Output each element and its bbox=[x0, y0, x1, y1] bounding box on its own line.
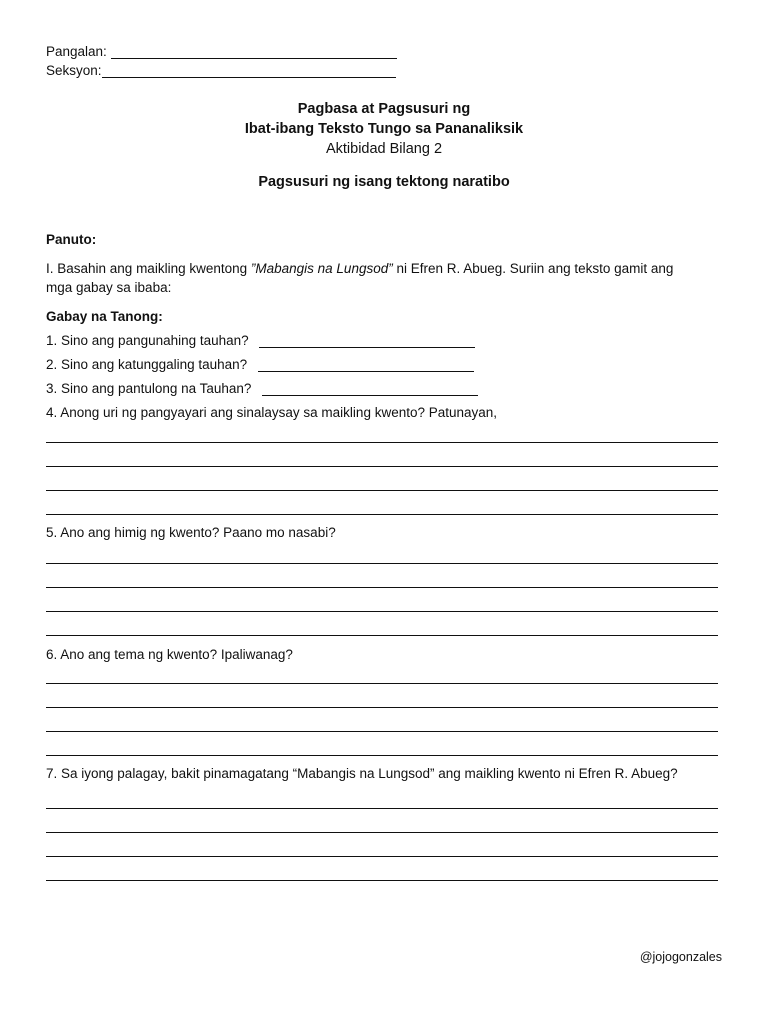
answer-line-7b[interactable] bbox=[46, 832, 718, 833]
instructions-label: Panuto: bbox=[46, 232, 97, 247]
guide-label: Gabay na Tanong: bbox=[46, 309, 163, 324]
author-handle: @jojogonzales bbox=[639, 950, 722, 964]
story-title: ”Mabangis na Lungsod” bbox=[250, 261, 393, 276]
title-line-1: Pagbasa at Pagsusuri ng bbox=[297, 101, 471, 117]
answer-line-3[interactable] bbox=[262, 395, 478, 396]
answer-line-5c[interactable] bbox=[46, 611, 718, 612]
name-label: Pangalan: bbox=[46, 44, 107, 59]
answer-line-6a[interactable] bbox=[46, 683, 718, 684]
question-5: 5. Ano ang himig ng kwento? Paano mo nasabi? bbox=[46, 525, 336, 540]
answer-line-7d[interactable] bbox=[46, 880, 718, 881]
answer-line-5a[interactable] bbox=[46, 563, 718, 564]
title-line-2: Ibat-ibang Teksto Tungo sa Pananaliksik bbox=[244, 121, 524, 137]
answer-line-7a[interactable] bbox=[46, 808, 718, 809]
answer-line-1[interactable] bbox=[259, 347, 475, 348]
activity-number: Aktibidad Bilang 2 bbox=[325, 141, 443, 157]
answer-line-5d[interactable] bbox=[46, 635, 718, 636]
instruction-suffix: ni Efren R. Abueg. Suriin ang teksto gamit ang bbox=[392, 261, 674, 276]
answer-line-6b[interactable] bbox=[46, 707, 718, 708]
answer-line-2[interactable] bbox=[258, 371, 474, 372]
question-4: 4. Anong uri ng pangyayari ang sinalaysay sa maikling kwento? Patunayan, bbox=[46, 405, 498, 420]
section-field-line[interactable] bbox=[102, 77, 396, 78]
section-label: Seksyon: bbox=[46, 63, 102, 78]
answer-line-5b[interactable] bbox=[46, 587, 718, 588]
answer-line-6c[interactable] bbox=[46, 731, 718, 732]
subtitle: Pagsusuri ng isang tektong naratibo bbox=[258, 174, 510, 190]
question-3: 3. Sino ang pantulong na Tauhan? bbox=[46, 381, 252, 396]
name-field-line[interactable] bbox=[111, 58, 397, 59]
instruction-prefix: I. Basahin ang maikling kwentong bbox=[46, 261, 251, 276]
question-2: 2. Sino ang katunggaling tauhan? bbox=[46, 357, 248, 372]
answer-line-4c[interactable] bbox=[46, 490, 718, 491]
question-7: 7. Sa iyong palagay, bakit pinamagatang “Mabangis na Lungsod” ang maikling kwento ni Efren R. Abueg? bbox=[46, 766, 678, 781]
answer-line-4a[interactable] bbox=[46, 442, 718, 443]
question-6: 6. Ano ang tema ng kwento? Ipaliwanag? bbox=[46, 647, 293, 662]
instruction-part1-line2: mga gabay sa ibaba: bbox=[46, 280, 172, 295]
question-1: 1. Sino ang pangunahing tauhan? bbox=[46, 333, 249, 348]
answer-line-7c[interactable] bbox=[46, 856, 718, 857]
answer-line-6d[interactable] bbox=[46, 755, 718, 756]
answer-line-4d[interactable] bbox=[46, 514, 718, 515]
instruction-part1-line1 bbox=[46, 261, 673, 277]
answer-line-4b[interactable] bbox=[46, 466, 718, 467]
